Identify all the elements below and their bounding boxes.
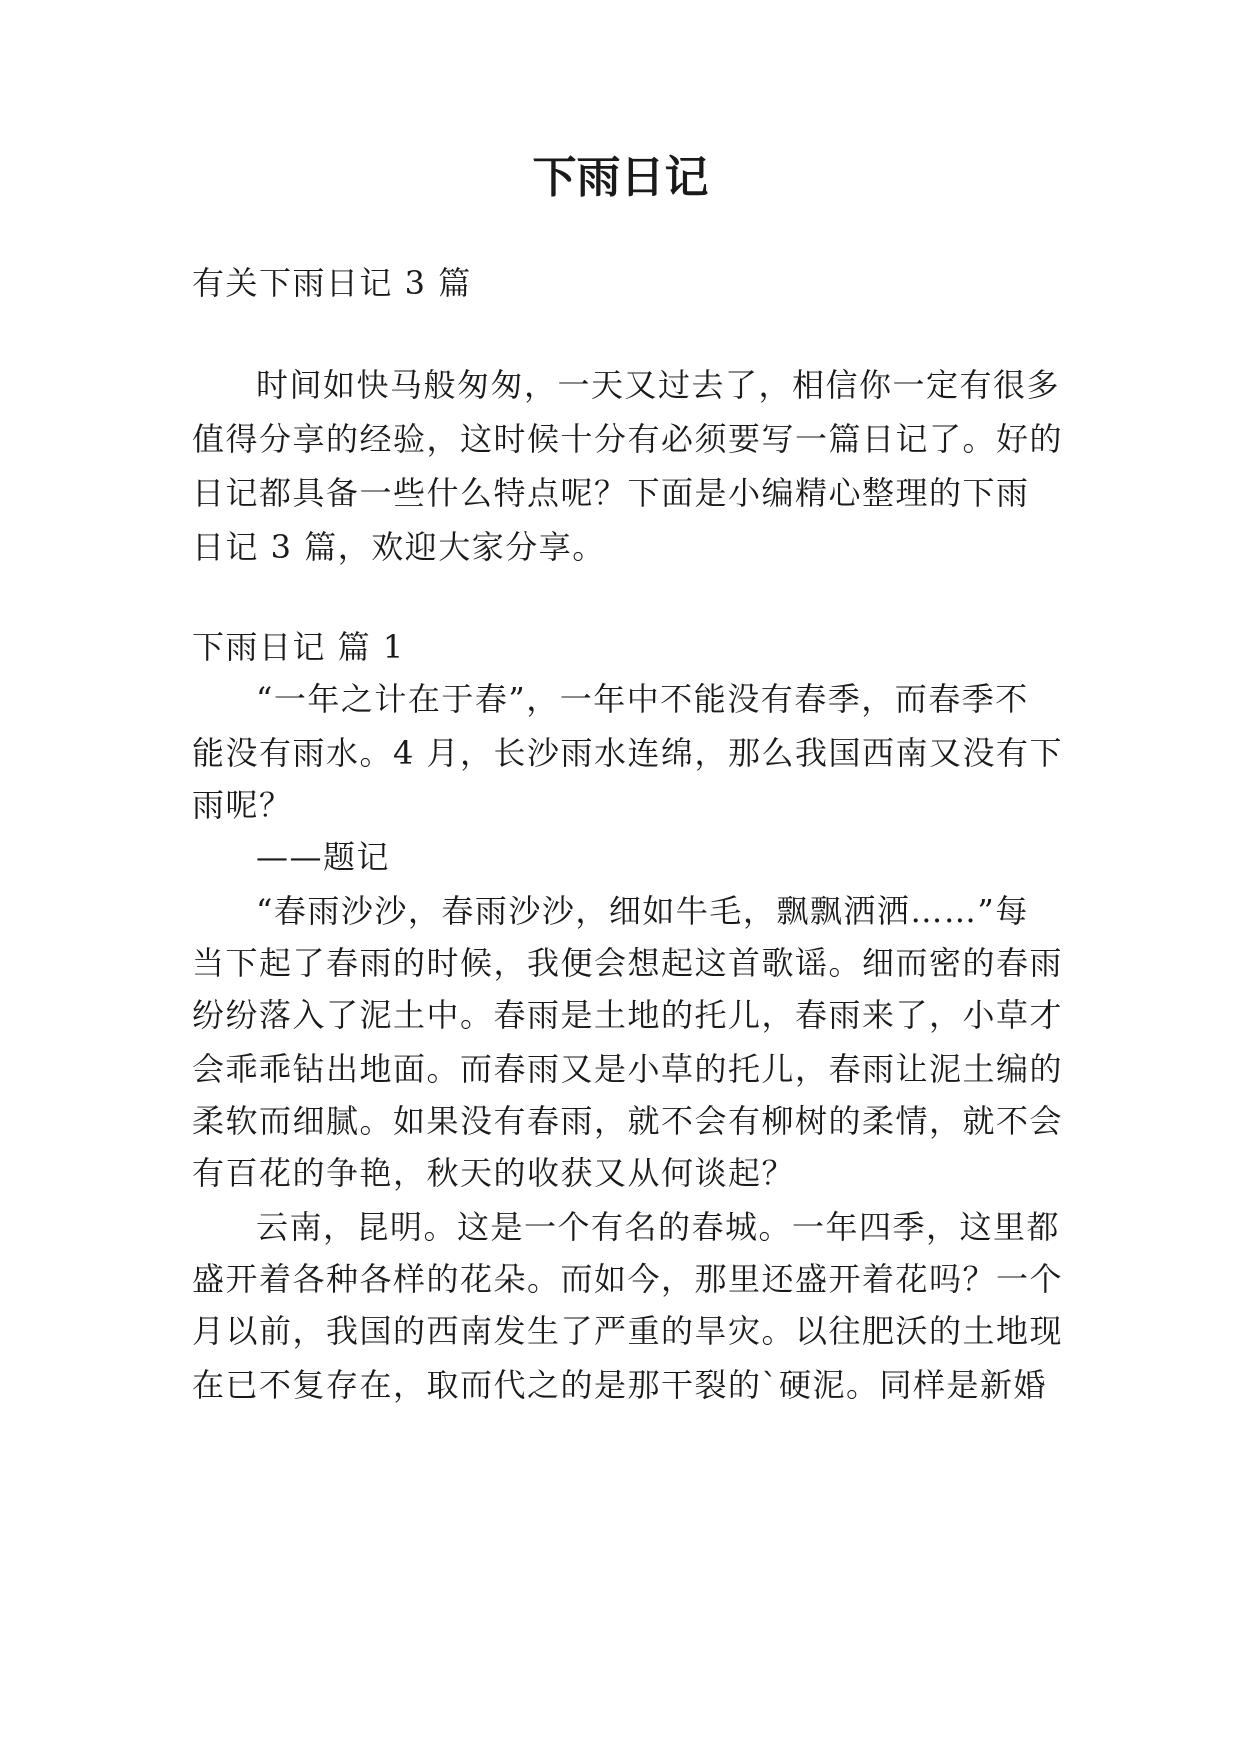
paragraph-line: 盛开着各种各样的花朵。而如今，那里还盛开着花吗？一个 [192, 1260, 1064, 1298]
paragraph-line: 月以前，我国的西南发生了严重的旱灾。以往肥沃的土地现 [192, 1312, 1064, 1350]
paragraph-line: 纷纷落入了泥土中。春雨是土地的托儿，春雨来了，小草才 [192, 996, 1064, 1034]
intro-line: 日记 3 篇，欢迎大家分享。 [192, 528, 606, 566]
intro-line: 时间如快马般匆匆，一天又过去了，相信你一定有很多 [256, 366, 1061, 404]
paragraph-line: 有百花的争艳，秋天的收获又从何谈起？ [192, 1154, 796, 1192]
paragraph-line: 柔软而细腻。如果没有春雨，就不会有柳树的柔情，就不会 [192, 1102, 1064, 1140]
paragraph-line: 会乖乖钻出地面。而春雨又是小草的托儿，春雨让泥土编的 [192, 1050, 1064, 1088]
paragraph-line: “春雨沙沙，春雨沙沙，细如牛毛，飘飘洒洒……”每 [256, 892, 1029, 930]
epigraph: ——题记 [256, 838, 391, 876]
document-subtitle: 有关下雨日记 3 篇 [192, 264, 472, 302]
paragraph-line: 在已不复存在，取而代之的是那干裂的`硬泥。同样是新婚 [192, 1366, 1048, 1404]
paragraph-line: 能没有雨水。4 月，长沙雨水连绵，那么我国西南又没有下 [192, 734, 1064, 772]
paragraph-line: 云南，昆明。这是一个有名的春城。一年四季，这里都 [256, 1208, 1061, 1246]
section-heading: 下雨日记 篇 1 [192, 628, 405, 666]
paragraph-line: 雨呢？ [192, 786, 293, 824]
paragraph-line: 当下起了春雨的时候，我便会想起这首歌谣。细而密的春雨 [192, 944, 1064, 982]
intro-line: 日记都具备一些什么特点呢？下面是小编精心整理的下雨 [192, 474, 1030, 512]
paragraph-line: “一年之计在于春”，一年中不能没有春季，而春季不 [256, 680, 1029, 718]
document-title: 下雨日记 [532, 152, 709, 203]
intro-line: 值得分享的经验，这时候十分有必须要写一篇日记了。好的 [192, 420, 1064, 458]
